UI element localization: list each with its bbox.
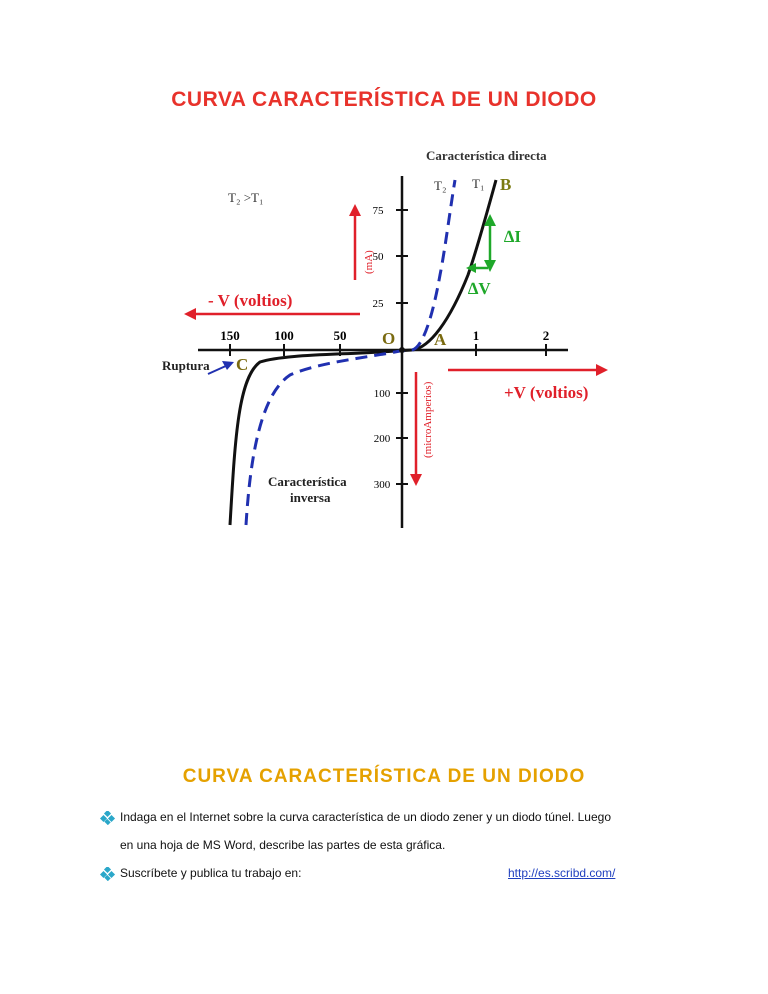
neg-v-arrow-head	[184, 308, 196, 320]
label-c: C	[236, 355, 249, 374]
label-b: B	[500, 175, 512, 194]
label-a: A	[434, 330, 447, 349]
tick-300: 300	[373, 479, 391, 491]
label-t2-gt-t1: T₂ >T₁	[228, 190, 264, 205]
label-t2: T₂	[434, 178, 447, 193]
label-neg-v: - V (voltios)	[208, 291, 293, 310]
ma-arrow-head	[349, 204, 361, 216]
section-subtitle: CURVA CARACTERÍSTICA DE UN DIODO	[182, 766, 586, 787]
origin-dot	[399, 347, 405, 353]
label-t1: T₁	[472, 176, 485, 191]
label-o: O	[382, 329, 396, 348]
tick-50: 50	[372, 251, 384, 263]
bullet-2-text: Suscríbete y publica tu trabajo en:	[120, 866, 302, 880]
bullet-item-1	[100, 810, 611, 825]
label-pos-v: +V (voltios)	[504, 383, 589, 402]
diamond-bullet-icon	[100, 811, 116, 825]
label-caracteristica-inversa-1: Característica	[268, 474, 347, 489]
bullet-item-2	[100, 866, 301, 881]
bullet-1-text-line2: en una hoja de MS Word, describe las partes de esta gráfica.	[120, 838, 446, 852]
delta-i-arrow-head-bottom	[484, 260, 496, 272]
scribd-link[interactable]: http://es.scribd.com/	[508, 866, 616, 880]
label-micro: (microAmperios)	[422, 381, 434, 458]
tick-200: 200	[373, 433, 391, 445]
tick-25: 25	[372, 298, 384, 310]
tick-150: 150	[220, 328, 240, 343]
tick-2: 2	[542, 328, 550, 343]
diamond-bullet-icon	[100, 867, 116, 881]
tick-100: 100	[373, 388, 391, 400]
page-title: CURVA CARACTERÍSTICA DE UN DIODO	[171, 88, 597, 111]
label-caracteristica-inversa-2: inversa	[290, 490, 331, 505]
tick-100-left: 100	[274, 328, 294, 343]
label-delta-v: ∆V	[468, 279, 491, 298]
bullet-1-text-line1: Indaga en el Internet sobre la curva característica de un diodo zener y un diodo túnel. Luego	[120, 810, 611, 824]
label-ruptura: Ruptura	[162, 358, 210, 373]
ruptura-arrow-head	[222, 361, 234, 370]
pos-v-arrow-head	[596, 364, 608, 376]
label-caracteristica-directa: Característica directa	[426, 148, 547, 163]
micro-arrow-head	[410, 474, 422, 486]
diode-characteristic-diagram	[150, 140, 620, 530]
label-ma: (mA)	[363, 250, 375, 274]
tick-75: 75	[372, 205, 384, 217]
tick-50-left: 50	[333, 328, 347, 343]
label-delta-i: ∆I	[504, 227, 522, 246]
tick-1: 1	[472, 328, 480, 343]
